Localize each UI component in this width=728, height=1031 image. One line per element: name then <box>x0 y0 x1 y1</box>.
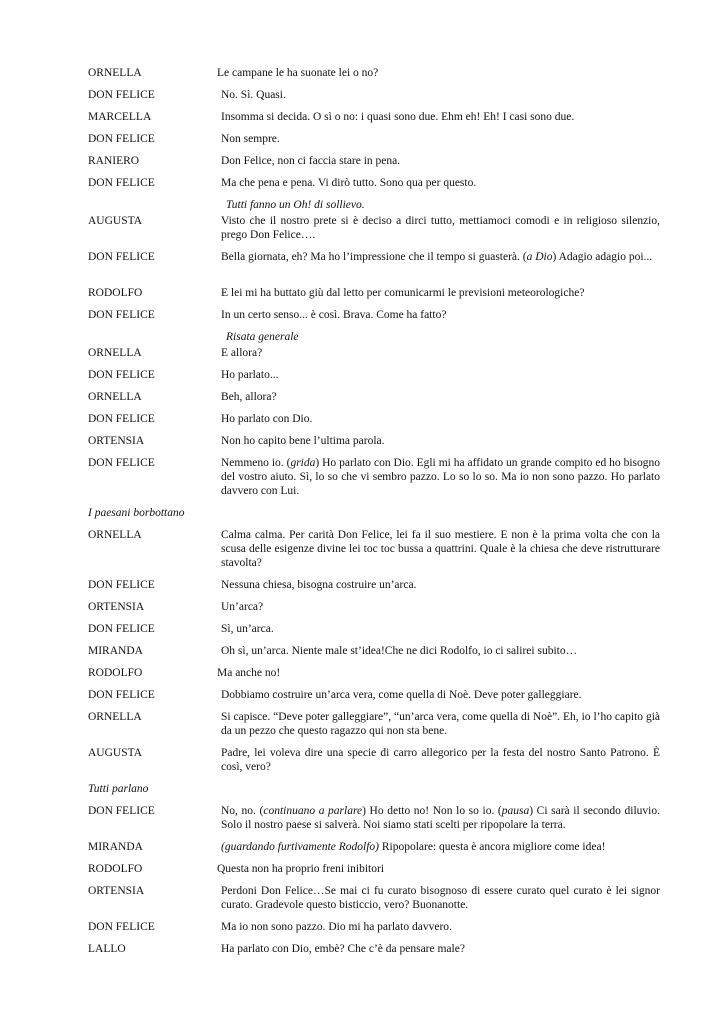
speech-segment: Don Felice, non ci faccia stare in pena. <box>221 155 401 167</box>
speaker-name: RODOLFO <box>88 287 143 299</box>
speaker-name: DON FELICE <box>88 689 155 701</box>
speech-segment: Ma che pena e pena. Vi dirò tutto. Sono qua per questo. <box>221 177 477 189</box>
speech-segment: E allora? <box>221 347 263 359</box>
speech-segment: ) Ho detto no! Non lo so io. ( <box>362 805 502 817</box>
speech-segment: Padre, lei voleva dire una specie di carro allegorico per la festa del nostro Santo Patrono. È così, vero? <box>221 747 660 773</box>
speech-text <box>221 346 660 360</box>
speaker-name: DON FELICE <box>88 177 155 189</box>
stage-direction <box>88 198 660 214</box>
speech-segment: Ha parlato con Dio, embè? Che c’è da pensare male? <box>221 943 465 955</box>
speech-text <box>221 528 660 570</box>
speech-segment: In un certo senso... è così. Brava. Come ha fatto? <box>221 309 447 321</box>
dialogue-line <box>88 456 660 506</box>
speaker-name: ORNELLA <box>88 67 142 79</box>
speech-segment: Si capisce. “Deve poter galleggiare”, “un’arca vera, come quella di Noè”. Eh, io l’ho capito già da un pezzo che questo ragazzo qui non sta bene. <box>221 711 660 737</box>
speech-text <box>221 804 660 832</box>
dialogue-line <box>88 578 660 600</box>
speech-segment: No. Sì. Quasi. <box>221 89 286 101</box>
speaker-name: MIRANDA <box>88 841 143 853</box>
stage-direction-text: Tutti parlano <box>88 783 149 795</box>
dialogue-line <box>88 434 660 456</box>
dialogue-line <box>88 154 660 176</box>
speaker-name: DON FELICE <box>88 579 155 591</box>
dialogue-line <box>88 710 660 746</box>
speech-text <box>221 110 660 124</box>
speech-text <box>221 840 660 854</box>
speaker-name: DON FELICE <box>88 805 155 817</box>
speaker-name: DON FELICE <box>88 413 155 425</box>
speaker-name: ORTENSIA <box>88 601 145 613</box>
inline-direction: (guardando furtivamente Rodolfo) <box>221 841 379 853</box>
speech-text <box>221 688 660 702</box>
speech-segment: Beh, allora? <box>221 391 277 403</box>
dialogue-line <box>88 804 660 840</box>
dialogue-line <box>88 132 660 154</box>
inline-direction: a Dio <box>526 251 553 263</box>
dialogue-line <box>88 250 660 286</box>
speaker-name: RODOLFO <box>88 863 143 875</box>
dialogue-line <box>88 286 660 308</box>
speech-text <box>221 88 660 102</box>
speaker-name: AUGUSTA <box>88 215 143 227</box>
speech-segment: Nessuna chiesa, bisogna costruire un’arca. <box>221 579 417 591</box>
stage-direction-text: I paesani borbottano <box>88 507 185 519</box>
dialogue-line <box>88 840 660 862</box>
speech-segment: Non sempre. <box>221 133 280 145</box>
speech-text <box>221 154 660 168</box>
speech-segment: ) Adagio adagio poi... <box>552 251 653 263</box>
speech-segment: Ripopolare: questa è ancora migliore come idea! <box>379 841 606 853</box>
speech-segment: Ho parlato... <box>221 369 279 381</box>
speaker-name: RODOLFO <box>88 667 143 679</box>
dialogue-line <box>88 308 660 330</box>
speech-text <box>221 622 660 636</box>
speech-text <box>221 578 660 592</box>
speaker-name: LALLO <box>88 943 126 955</box>
speech-text <box>221 710 660 738</box>
dialogue-line <box>88 884 660 920</box>
speaker-name: DON FELICE <box>88 89 155 101</box>
dialogue-line <box>88 110 660 132</box>
speech-segment: ) Ci sarà il secondo diluvio. Solo il nostro paese si salverà. Noi siamo stati scelti per ripopolare la terra. <box>221 805 660 831</box>
speech-text <box>221 214 660 242</box>
speech-segment: Perdoni Don Felice…Se mai ci fu curato bisognoso di essere curato quel curato è lei signor curato. Gradevole questo bisticcio, vero? Buonanotte. <box>221 885 660 911</box>
dialogue-line <box>88 600 660 622</box>
speech-segment: Dobbiamo costruire un’arca vera, come quella di Noè. Deve poter galleggiare. <box>221 689 582 701</box>
speech-text <box>221 600 660 614</box>
script-page <box>88 66 660 964</box>
speech-text <box>221 132 660 146</box>
stage-direction <box>88 330 660 346</box>
speech-segment: Le campane le ha suonate lei o no? <box>217 67 379 79</box>
dialogue-line <box>88 412 660 434</box>
speech-text <box>221 884 660 912</box>
speech-segment: Non ho capito bene l’ultima parola. <box>221 435 385 447</box>
dialogue-line <box>88 688 660 710</box>
speaker-name: DON FELICE <box>88 369 155 381</box>
dialogue-line <box>88 666 660 688</box>
speech-segment: E lei mi ha buttato giù dal letto per comunicarmi le previsioni meteorologiche? <box>221 287 585 299</box>
speaker-name: DON FELICE <box>88 309 155 321</box>
dialogue-line <box>88 862 660 884</box>
stage-direction <box>88 782 660 804</box>
speech-text <box>217 862 660 876</box>
stage-direction-text: Risata generale <box>226 331 299 343</box>
speech-text <box>217 66 660 80</box>
speech-segment: Oh sì, un’arca. Niente male st’idea!Che ne dici Rodolfo, io ci salirei subito… <box>221 645 578 657</box>
speech-text <box>221 942 660 956</box>
inline-direction: pausa <box>501 805 530 817</box>
dialogue-line <box>88 176 660 198</box>
dialogue-line <box>88 746 660 782</box>
speaker-name: MARCELLA <box>88 111 152 123</box>
speech-segment: Ho parlato con Dio. <box>221 413 313 425</box>
speaker-name: ORNELLA <box>88 391 142 403</box>
speaker-name: MIRANDA <box>88 645 143 657</box>
dialogue-line <box>88 88 660 110</box>
speech-text <box>221 644 660 658</box>
speech-text <box>221 390 660 404</box>
dialogue-line <box>88 66 660 88</box>
speaker-name: AUGUSTA <box>88 747 143 759</box>
speech-text <box>221 746 660 774</box>
speech-segment: Visto che il nostro prete si è deciso a dirci tutto, mettiamoci comodi e in religioso silenzio, prego Don Felice…. <box>221 215 660 241</box>
speech-segment: Sì, un’arca. <box>221 623 274 635</box>
speaker-name: DON FELICE <box>88 623 155 635</box>
speech-text <box>221 456 660 498</box>
speech-segment: No, no. ( <box>221 805 264 817</box>
inline-direction: grida <box>290 457 316 469</box>
dialogue-line <box>88 368 660 390</box>
speech-segment: Ma io non sono pazzo. Dio mi ha parlato davvero. <box>221 921 452 933</box>
speaker-name: ORNELLA <box>88 347 142 359</box>
speech-segment: Calma calma. Per carità Don Felice, lei fa il suo mestiere. E non è la prima volta che con la scusa delle esigenze divine lei toc toc bussa a quattrini. Quale è la chiesa che deve ristrutturare stavolta? <box>221 529 660 569</box>
speech-text <box>221 920 660 934</box>
speech-text <box>221 176 660 190</box>
dialogue-line <box>88 920 660 942</box>
dialogue-line <box>88 528 660 578</box>
speech-text <box>221 368 660 382</box>
speaker-name: ORNELLA <box>88 711 142 723</box>
speaker-name: ORTENSIA <box>88 885 145 897</box>
speaker-name: ORTENSIA <box>88 435 145 447</box>
speaker-name: DON FELICE <box>88 251 155 263</box>
dialogue-line <box>88 942 660 964</box>
speech-text <box>221 286 660 300</box>
stage-direction <box>88 506 660 528</box>
speech-text <box>221 250 660 264</box>
dialogue-line <box>88 214 660 250</box>
speaker-name: DON FELICE <box>88 133 155 145</box>
inline-direction: continuano a parlare <box>263 805 363 817</box>
dialogue-line <box>88 644 660 666</box>
stage-direction-text: Tutti fanno un Oh! di sollievo. <box>226 199 365 211</box>
speaker-name: RANIERO <box>88 155 140 167</box>
speaker-name: ORNELLA <box>88 529 142 541</box>
speech-text <box>221 434 660 448</box>
speaker-name: DON FELICE <box>88 457 155 469</box>
speech-segment: Bella giornata, eh? Ma ho l’impressione che il tempo si guasterà. ( <box>221 251 527 263</box>
speech-segment: Nemmeno io. ( <box>221 457 291 469</box>
speech-segment: ) Ho parlato con Dio. Egli mi ha affidato un grande compito ed ho bisogno del vostro aiuto. Sì, lo so che vi sembro pazzo. Lo so lo so. Ma io non sono pazzo. Ho parlato davvero con Lui. <box>221 457 660 497</box>
speech-segment: Insomma si decida. O sì o no: i quasi sono due. Ehm eh! Eh! I casi sono due. <box>221 111 575 123</box>
speech-segment: Questa non ha proprio freni inibitori <box>217 863 385 875</box>
speech-segment: Ma anche no! <box>217 667 281 679</box>
dialogue-line <box>88 622 660 644</box>
dialogue-line <box>88 390 660 412</box>
speech-text <box>217 666 660 680</box>
speech-text <box>221 412 660 426</box>
dialogue-line <box>88 346 660 368</box>
speaker-name: DON FELICE <box>88 921 155 933</box>
speech-text <box>221 308 660 322</box>
speech-segment: Un’arca? <box>221 601 264 613</box>
